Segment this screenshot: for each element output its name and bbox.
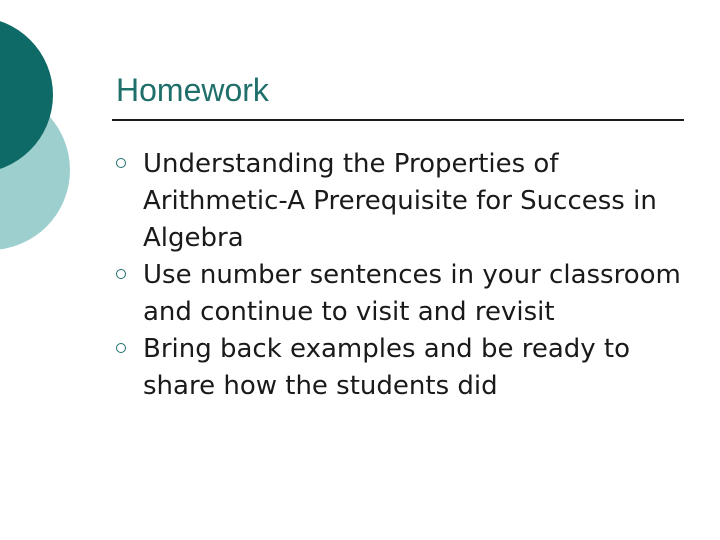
hollow-circle-bullet-icon <box>116 269 126 279</box>
bullet-text: Bring back examples and be ready to share how the students did <box>143 334 631 401</box>
bullet-list <box>116 146 686 405</box>
hollow-circle-bullet-icon <box>116 158 126 168</box>
bullet-item <box>116 257 686 331</box>
bullet-text: Use number sentences in your classroom and continue to visit and revisit <box>143 260 681 327</box>
title-underline <box>112 119 684 121</box>
bullet-item <box>116 146 686 257</box>
decorative-circles-graphic <box>0 0 120 300</box>
bullet-text: Understanding the Properties of Arithmetic-A Prerequisite for Success in Algebra <box>143 149 657 253</box>
bullet-item <box>116 331 686 405</box>
decorative-circles <box>0 0 120 300</box>
hollow-circle-bullet-icon <box>116 343 126 353</box>
slide-title: Homework <box>116 72 269 108</box>
